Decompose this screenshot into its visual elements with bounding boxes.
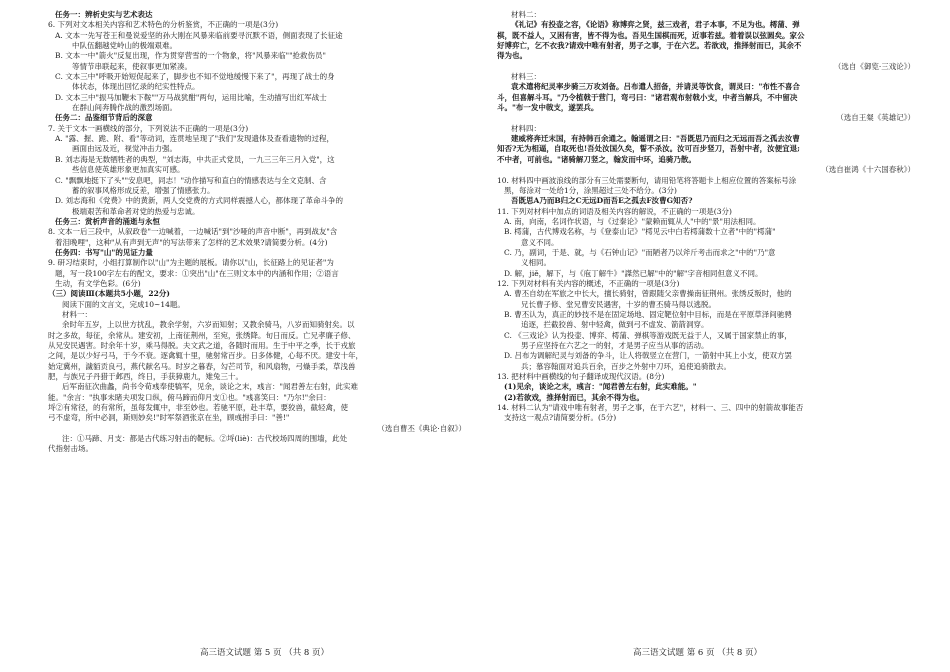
left-text-line: 余时年五岁，上以世方扰乱，教余学射，六岁而知射；又教余骑马，八岁而知骑射矣。以 (62, 320, 355, 330)
right-text-line: 《礼记》有投壶之容，《论语》称博弈之贤，兹三戏者，君子本事，不足为也。樗蒲、弹 (511, 20, 800, 30)
left-text-line: C. 文本三中"呼吸开始短促起来了，脚步也不知不觉地缓慢下来了"，再现了战士的身 (55, 72, 335, 82)
left-text-line: 体状态，体现出回忆录的纪实性特点。 (72, 82, 200, 92)
left-text-line: D. 刘志海和《党费》中的黄新，两人交党费的方式同样震撼人心，都体现了革命斗争的 (55, 196, 344, 206)
left-text-line: 8. 文本一后三段中，从叙政卷"一边喊着，一边喊话"到"沙哑的声音中断"，再到战友"含 (48, 227, 338, 237)
left-text-line: 极端艰苦和革命者对党的热爱与忠诚。 (72, 206, 200, 216)
left-text-line: 代指射击场。 (48, 444, 93, 454)
right-text-line: 男子应坚持在六艺之一的射，才是男子应当从事的活动。 (521, 341, 709, 350)
left-text-line: 始定冀州，濊貊贡良弓，燕代献名马。时岁之暮春，勾芒司节，和风扇物，弓燥手柔，草浅兽 (48, 361, 356, 371)
right-text-line: 材料四： (511, 123, 541, 133)
right-text-line: 材料二： (511, 10, 541, 19)
right-text-line: 知否?无为相逼，自取死也!吾处汝国久矣，誓不杀汝。汝可百步竖刀，吾射中者，汝便宜退; (497, 144, 800, 154)
right-text-line: 兄长曹子修、堂兄曹安民遇害，十岁的曹丕骑马得以逃脱。 (521, 299, 716, 309)
right-text-line: 追逐，拦截狡兽、射中轻禽，做到弓不虚发、箭箭洞穿。 (521, 320, 709, 330)
right-text-line: A. 南，向南，名词作状语，与《过秦论》"蒙赖而辄从人"中的"景"用法相同。 (504, 216, 761, 226)
right-page-footer: 高三语文试题 第 6 页 （共 8 页） (633, 648, 763, 658)
left-text-line: 在群山间奔腾作战的激烈场面。 (72, 103, 177, 113)
left-text-line: B. 文本一中"箭火"反复出现，作为贯穿营雪的一个物象，将"风暴来临""抢救伤员" (55, 51, 326, 61)
right-text-line: C. 《三戏论》认为投壶、博弈、樗蒲、弹棋等游戏既无益于人，又属于国家禁止的事， (504, 330, 792, 340)
left-text-line: （选自曹丕《典论·自叙》） (377, 423, 466, 433)
left-text-line: 7. 关于文本一画横线的部分，下列说法不正确的一项是(3分) (48, 123, 249, 133)
right-text-line: （选自崔鸿《十六国春秋》） (821, 165, 915, 175)
right-text-line: 兵；慕容翰面对追兵百余，百步之外射中刀环，追使追骑散去。 (521, 361, 731, 371)
left-text-line: 任务四：书写"山"的见证力量 (55, 247, 153, 257)
right-text-line: 11. 下列对材料中加点的词语及相关内容的解说，不正确的一项是(3分) (497, 206, 732, 216)
right-text-line: （选自《御览·三戏论》） (833, 61, 915, 71)
right-text-line: 12. 下列对材料有关内容的概述，不正确的一项是(3分) (497, 278, 680, 288)
left-text-line: 任务一：辨析史实与艺术表达 (55, 10, 153, 19)
right-text-line: B. 樗蒲，古代博戏名称，与《登泰山记》"樗见云中白若樗蒲数十立者"中的"樗蒲" (504, 227, 776, 237)
left-text-line: 生动，有文学色彩。(6分) (55, 278, 141, 288)
left-text-line: 时之多故，每征，余常从。建安初，上南征荆州，至宛，张绣降。旬日而反。亡兄孝廉子修、 (48, 330, 356, 340)
left-text-line: 些信息使英雄形象更加真实可感。 (72, 165, 185, 175)
left-text-line: 后军南征次曲蠡，尚书令荀彧奉使犒军，见余，谈论之末，彧言："闻君善左右射，此实难 (62, 382, 358, 392)
left-text-line: 蓄的叙事风格形成反差，增强了情感张力。 (72, 185, 215, 195)
right-text-line: 斗。"布一发中戟支，遂罢兵。 (497, 103, 599, 113)
right-text-line: 袁术遣将纪灵率步骑三万攻刘备。吕布遣人招备，并请灵等饮食，谓灵曰："布性不喜合 (511, 82, 800, 92)
right-text-line: 得为也。 (497, 51, 527, 61)
right-text-line: (1)见余，谈论之末，彧言："闻君善左右射，此实难能。" (504, 382, 697, 392)
right-text-line: 10. 材料四中画波浪线的部分有三处需要断句，请用铅笔将答题卡上相应位置的答案标号涂 (497, 175, 797, 185)
right-text-line: 材料三： (511, 72, 541, 82)
left-text-line: 着泪晚哩"，这种"从有声到无声"的写法带来了怎样的艺术效果?请简要分析。(4分) (55, 237, 328, 247)
right-text-line: A. 曹丕自幼在军旅之中长大，擅长骑射，曾跟随父亲曹操南征荆州。张绣反叛时，他的 (504, 289, 792, 299)
right-text-line: 支持这一观点?请简要分析。(5分) (504, 413, 617, 423)
right-text-line: 不中者，可前也。"诸骑解刀竖之，翰发而中环，追骑乃散。 (497, 154, 696, 164)
left-text-line: 画面由远及近，视觉冲击力强。 (72, 144, 177, 154)
left-text-line: 埒②有常径，的有常所，虽每发辄中，非至妙也。若驰平原，赴丰草，要狡兽，截轻禽，使 (48, 403, 348, 413)
left-page-footer: 高三语文试题 第 5 页 （共 8 页） (200, 648, 330, 658)
left-text-line: 能。"余言："执事未睹夫项发口纵，俯马蹄而仰月支①也。"彧喜笑曰："乃尔!"余曰： (48, 392, 331, 402)
right-text-line: 好博弈亡，乞不衣我?请戏中唯有射者，男子之事，于在六艺。若欲戏，推择射而已，其余不 (497, 41, 802, 51)
left-text-line: 弓不虚弯，所中必洞，斯则妙矣!"时军祭酒张京在坐，顾彧拊手曰："善!" (48, 413, 290, 423)
left-text-line: 等情节串联起来，使叙事更加紧凑。 (72, 61, 192, 71)
left-text-line: 题，写一段100字左右的配文，要求：①突出"山"在三则文本中的内涵和作用；②语言 (55, 268, 339, 278)
right-text-line: 13. 把材料中画横线的句子翻译成现代汉语。(8分) (497, 372, 665, 382)
right-text-line: 义相同。 (521, 258, 551, 268)
left-text-line: （三）阅读Ⅲ(本题共5小题，22分) (48, 289, 170, 299)
left-text-line: 之间，是以少好弓马，于今不衰。逐禽辄十里，驰射常百步。日多体健，心每不厌。建安十年， (48, 351, 363, 361)
right-text-line: 14. 材料二认为"请戏中唯有射者，男子之事，在于六艺"，材料一、三、四中的射箭故事能否 (497, 403, 804, 413)
left-text-line: 9. 研习结束时，小组打算制作以"山"为主题的展板。请你以"山，长征路上的见证者"为 (48, 258, 334, 268)
left-text-line: A. "露、握、跪、附、看"等动词，连贯地呈现了"我们"发现遗体及查看遗物的过程， (55, 134, 334, 144)
left-text-line: 材料一： (62, 309, 92, 319)
left-text-line: 肥，与族兄子丹猎于邺西，终日，手获獐鹿九，雉兔三十。 (48, 372, 243, 382)
right-text-line: 建威将奔迁末国，有持韩百余通之。翰遥谓之曰："吾既思乃而归之无远而吾之孤去汝曹 (511, 134, 800, 144)
left-page-column (48, 10, 466, 455)
left-text-line: C. "飘飘地挺下了头""安息吧，同志！"动作描写和直白的情感表达与全文克制、含 (55, 175, 327, 185)
left-text-line: A. 文本一先写苍王和曼说爱坚的孙大刚在风暴来临前要寻沉默不语，侧面表现了长征途 (55, 30, 343, 40)
right-text-line: C. 乃，副词，于是、就，与《石钟山记》"而陋者乃以斧斤考击而求之"中的"乃"意 (504, 247, 776, 257)
right-page-column (497, 10, 915, 424)
right-text-line: D. 解，jiě，解下，与《庖丁解牛》"謋然已解"中的"解"字音相同但意义不同。 (504, 268, 763, 278)
right-text-line: 吾既思A乃而B归之C无远D而吾E之孤去F汝曹G知否? (511, 196, 693, 206)
right-text-line: (2)若欲戏，推择射而已，其余不得为也。 (504, 392, 644, 402)
left-text-line: 注：①马蹄、月支：都是古代练习射击的靶标。②埒(liè)：古代校场四周的围墙，此处 (62, 434, 348, 444)
left-text-line: 从兄安民遇害。时余年十岁，乘马得脱。夫文武之道，各随时而用。生于中平之季，长于戎旅 (48, 341, 356, 350)
right-text-line: 意义不同。 (521, 237, 559, 247)
right-text-line: （选自王粲《英雄记》） (836, 113, 915, 123)
left-text-line: 任务二：品鉴细节背后的深意 (55, 113, 153, 123)
left-text-line: 6. 下列对文本相关内容和艺术特色的分析鉴赏，不正确的一项是(3分) (48, 20, 279, 30)
left-text-line: 阅读下面的文言文，完成10~14题。 (62, 299, 185, 309)
right-text-line: D. 吕布为调解纪灵与刘备的争斗，让人将戟竖立在营门，一箭射中其上小支，使双方罢 (504, 351, 793, 361)
right-text-line: 黑，每涂对一处给1分，涂黑超过三处不给分。(3分) (504, 185, 677, 195)
right-text-line: 棋，既不益人，又困有害，皆不得为也。吾见生国棋而死，近事若兹。着着误以弦圆矣。家公 (497, 30, 805, 40)
left-text-line: 中队伍翻越党岭山的极端艰难。 (72, 41, 177, 51)
left-text-line: B. 刘志海是无数牺牲者的典型，"刘志海，中共正式党员，一九三三年三月入党"，这 (55, 154, 335, 164)
left-text-line: D. 文本三中"振马加鞭未下鞍""万马战犹酣"两句，运用比喻，生动描写出红军战士 (55, 92, 327, 102)
right-text-line: 斗，但喜解斗耳。"乃令植戟于营门，弯弓曰："诸君观布射戟小支，中者当解兵，不中留决 (497, 92, 798, 102)
left-text-line: 任务三：赏析声音的涌逝与永恒 (55, 216, 160, 226)
right-text-line: B. 曹丕认为，真正的妙技不是在固定场地、固定靶位射中目标，而是在平原草泽间驰骋 (504, 309, 792, 319)
